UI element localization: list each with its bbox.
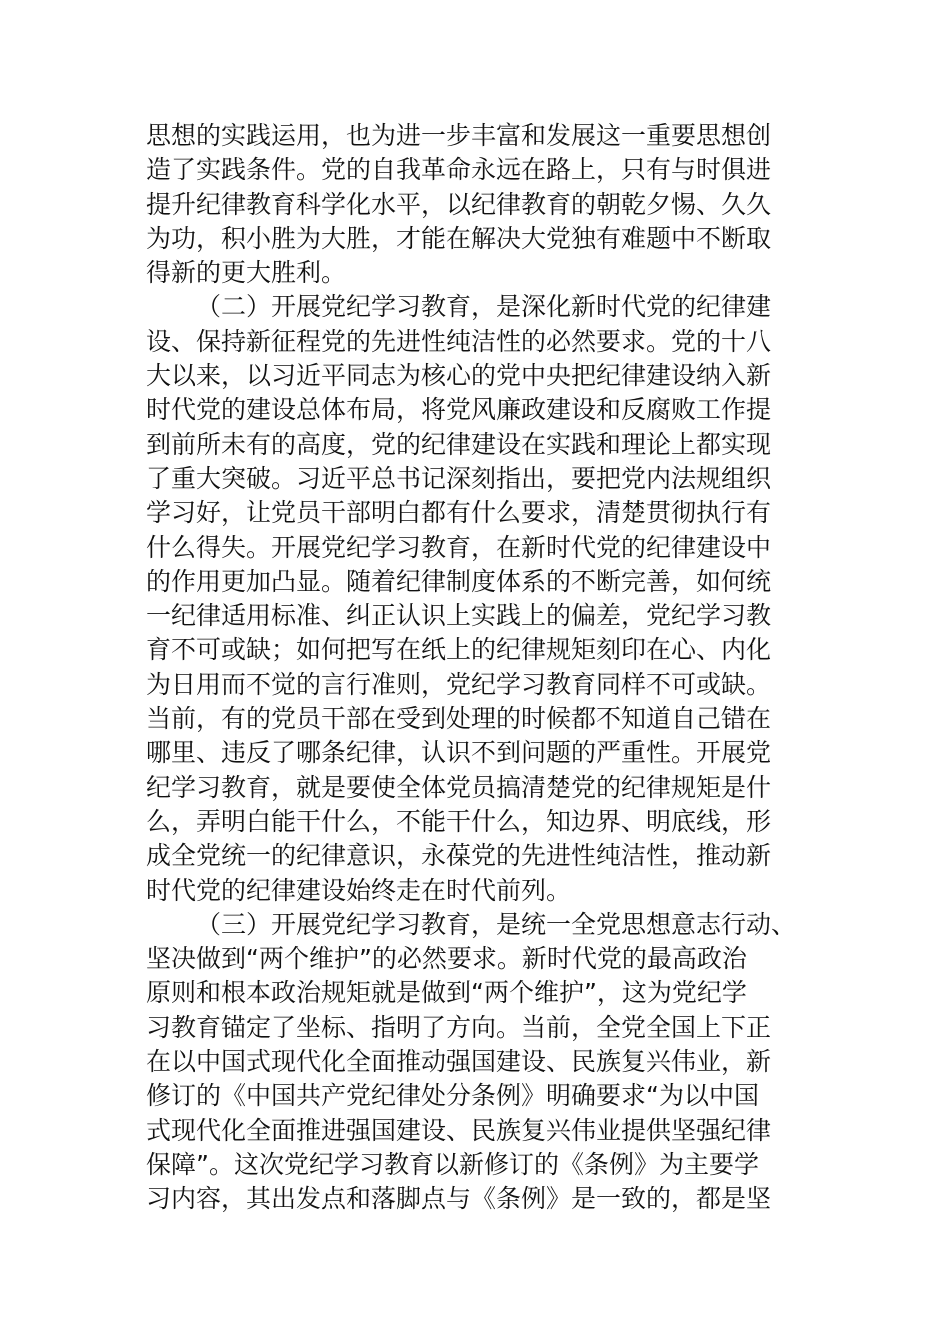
text-line: 什么得失。开展党纪学习教育，在新时代党的纪律建设中 [146, 532, 772, 562]
text-line: 保障”。这次党纪学习教育以新修订的《条例》为主要学 [146, 1149, 759, 1179]
text-line: 当前，有的党员干部在受到处理的时候都不知道自己错在 [146, 704, 772, 734]
text-line: 了重大突破。习近平总书记深刻指出，要把党内法规组织 [146, 463, 772, 493]
text-line: 学习好，让党员干部明白都有什么要求，清楚贯彻执行有 [146, 498, 772, 528]
text-line: 的作用更加凸显。随着纪律制度体系的不断完善，如何统 [146, 566, 772, 596]
text-line: 为功，积小胜为大胜，才能在解决大党独有难题中不断取 [146, 223, 772, 253]
text-line: 为日用而不觉的言行准则，党纪学习教育同样不可或缺。 [146, 669, 772, 699]
text-line: 思想的实践运用，也为进一步丰富和发展这一重要思想创 [146, 121, 772, 150]
text-line: 哪里、违反了哪条纪律，认识不到问题的严重性。开展党 [146, 738, 772, 768]
text-line: 习教育锚定了坐标、指明了方向。当前，全党全国上下正 [146, 1012, 772, 1042]
text-line: 大以来，以习近平同志为核心的党中央把纪律建设纳入新 [146, 361, 772, 391]
text-line: 原则和根本政治规矩就是做到“两个维护”，这为党纪学 [146, 978, 747, 1008]
paragraph-start-line: （二）开展党纪学习教育，是深化新时代党的纪律建 [196, 292, 772, 322]
text-line: 么，弄明白能干什么，不能干什么，知边界、明底线，形 [146, 806, 772, 836]
text-line: 在以中国式现代化全面推动强国建设、民族复兴伟业，新 [146, 1047, 772, 1077]
text-line: 造了实践条件。党的自我革命永远在路上，只有与时俱进 [146, 155, 772, 185]
text-line: 到前所未有的高度，党的纪律建设在实践和理论上都实现 [146, 429, 772, 459]
text-line: 式现代化全面推进强国建设、民族复兴伟业提供坚强纪律 [146, 1115, 772, 1145]
text-line: 坚决做到“两个维护”的必然要求。新时代党的最高政治 [146, 944, 747, 974]
paragraph-start-line: （三）开展党纪学习教育，是统一全党思想意志行动、 [196, 909, 797, 939]
text-line: 育不可或缺；如何把写在纸上的纪律规矩刻印在心、内化 [146, 635, 772, 665]
text-line: 纪学习教育，就是要使全体党员搞清楚党的纪律规矩是什 [146, 772, 772, 802]
text-line: 设、保持新征程党的先进性纯洁性的必然要求。党的十八 [146, 326, 772, 356]
text-line: 修订的《中国共产党纪律处分条例》明确要求“为以中国 [146, 1081, 759, 1111]
text-line: 时代党的纪律建设始终走在时代前列。 [146, 875, 572, 905]
text-line: 一纪律适用标准、纠正认识上实践上的偏差，党纪学习教 [146, 601, 772, 631]
text-line: 时代党的建设总体布局，将党风廉政建设和反腐败工作提 [146, 395, 772, 425]
text-line: 得新的更大胜利。 [146, 258, 347, 288]
text-line: 成全党统一的纪律意识，永葆党的先进性纯洁性，推动新 [146, 841, 772, 871]
text-line: 习内容，其出发点和落脚点与《条例》是一致的，都是坚 [146, 1184, 772, 1214]
text-line: 提升纪律教育科学化水平，以纪律教育的朝乾夕惕、久久 [146, 189, 772, 219]
body-text [146, 119, 816, 1217]
